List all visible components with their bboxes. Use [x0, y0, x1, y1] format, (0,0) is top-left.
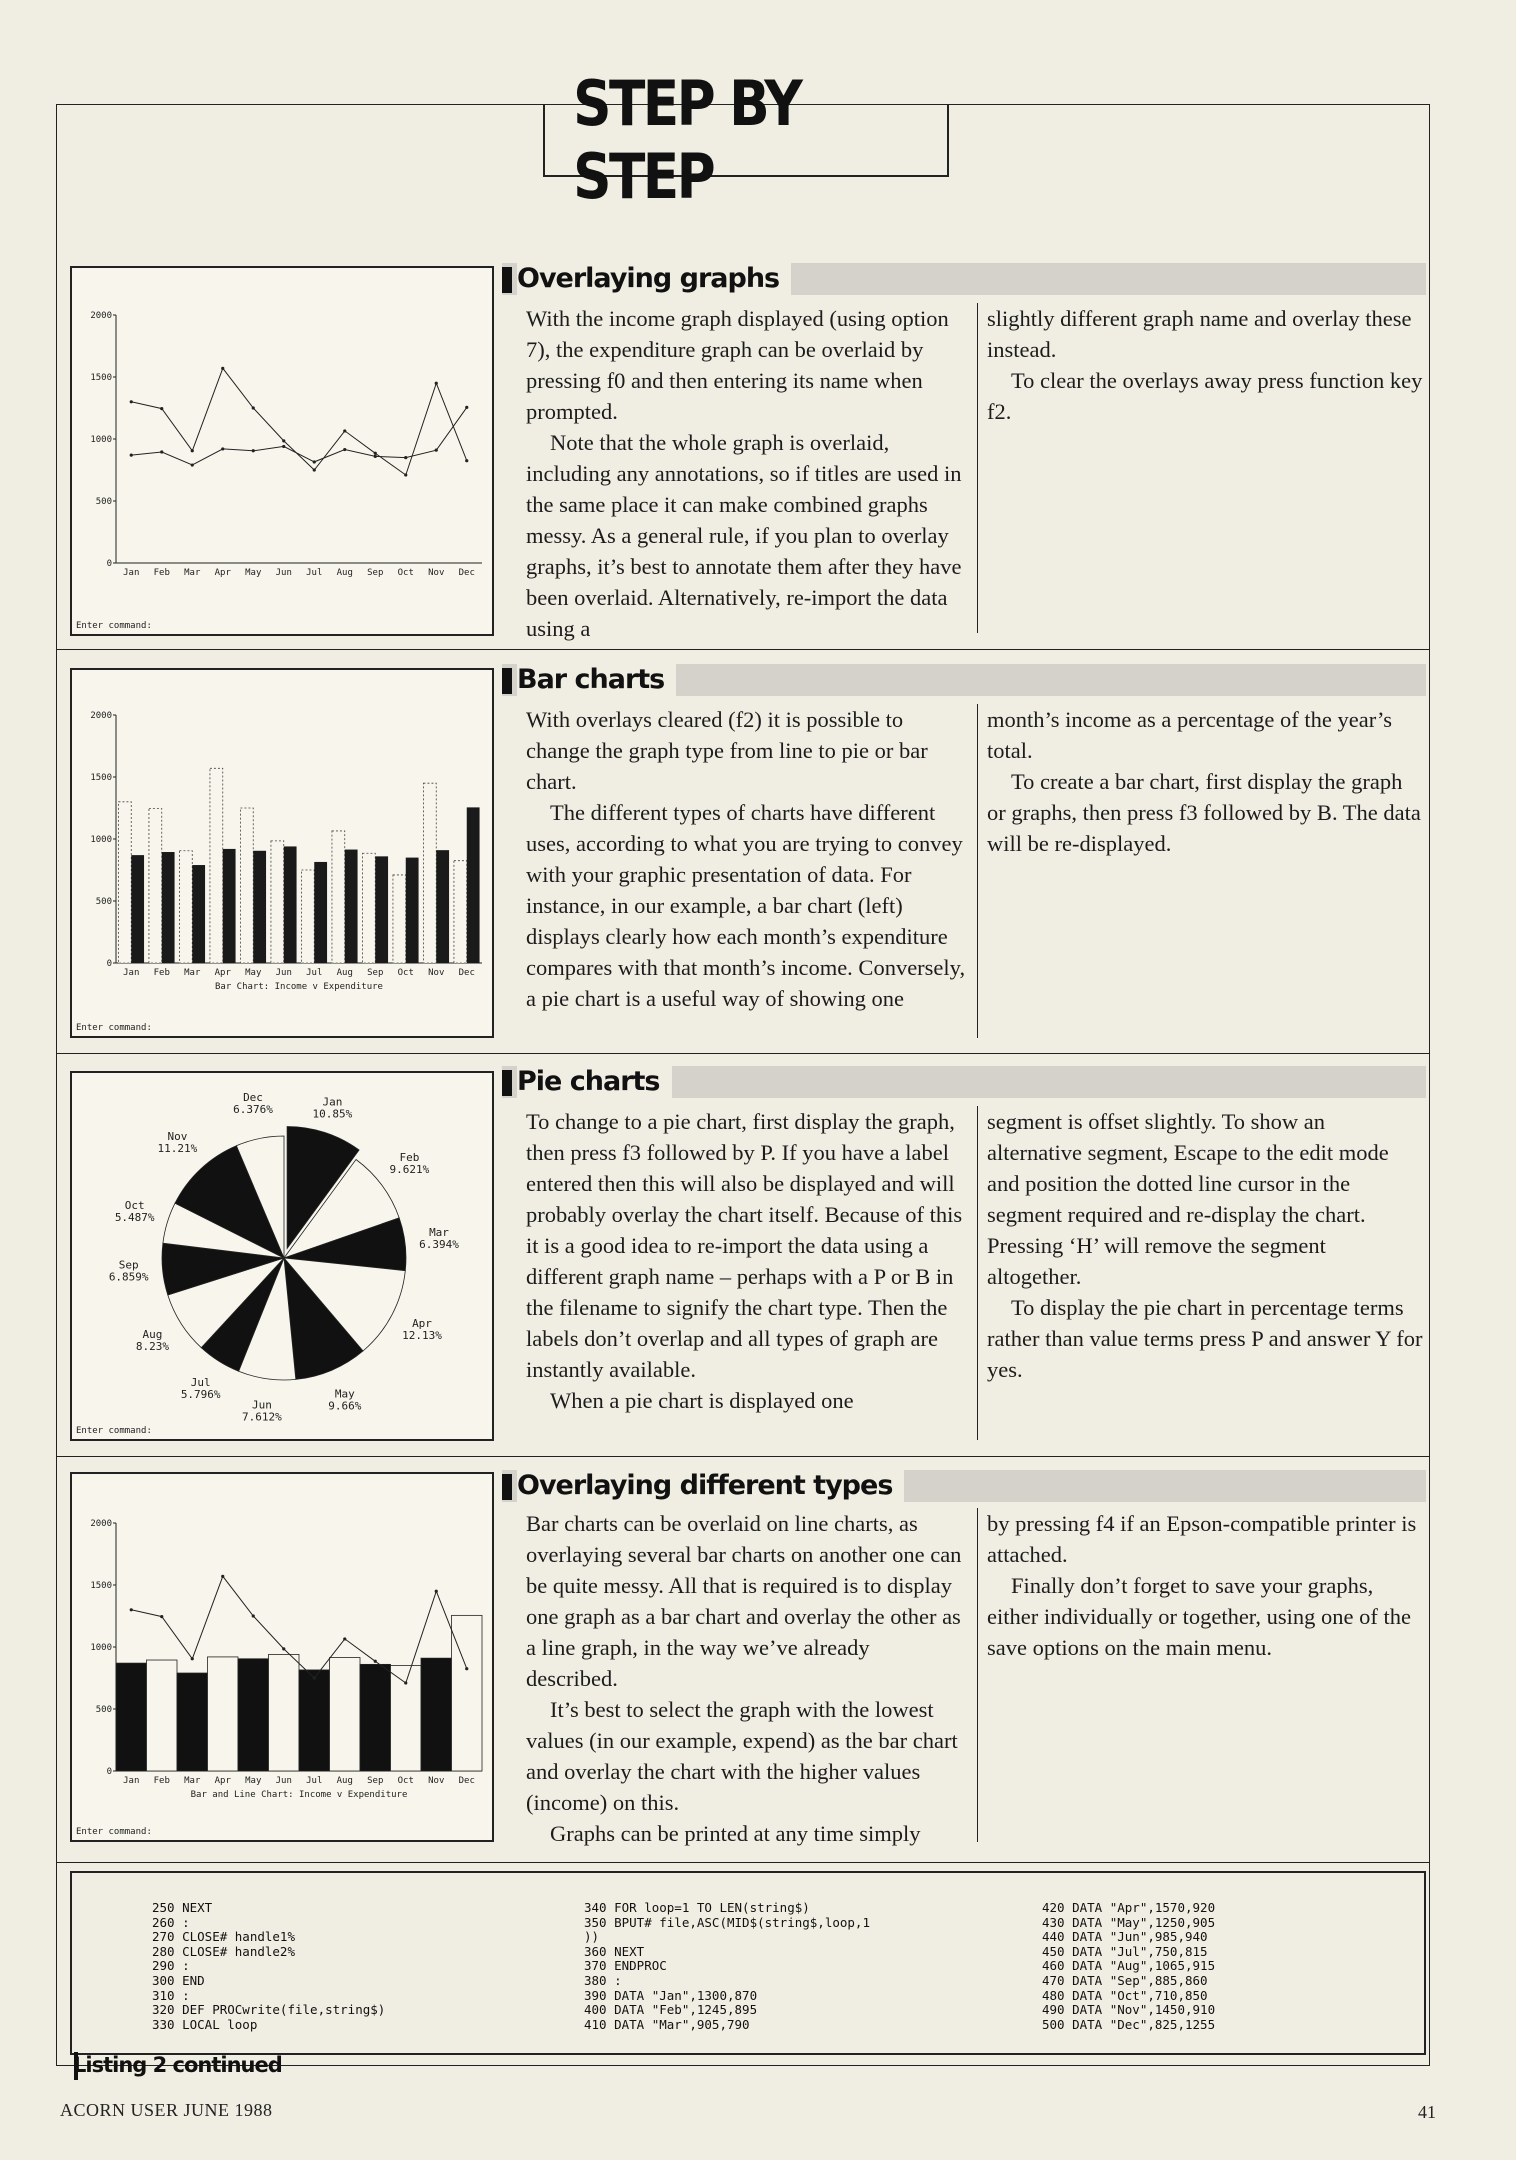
- pie-label-month: Jan: [322, 1095, 343, 1109]
- x-tick-label: Jan: [123, 968, 140, 978]
- y-tick-label: 0: [106, 959, 112, 969]
- y-tick-label: 0: [106, 1767, 112, 1777]
- x-tick-label: Feb: [153, 568, 170, 578]
- listing-line: 390 DATA "Jan",1300,870: [584, 1987, 758, 2003]
- command-prompt: Enter command:: [76, 621, 152, 631]
- x-tick-label: Jul: [306, 1776, 323, 1786]
- pie-label-percent: 12.13%: [402, 1328, 442, 1342]
- expenditure-bar: [299, 1670, 330, 1771]
- paragraph: by pressing f4 if an Epson-compatible printer is attached.: [987, 1511, 1417, 1567]
- program-listing: [70, 1871, 1426, 2055]
- screen-bar-chart: [70, 668, 494, 1038]
- x-tick-label: Jul: [306, 968, 323, 978]
- paragraph: It’s best to select the graph with the lowest values (in our example, expend) as the bar chart and overlay the chart with the higher values (income) on this.: [526, 1697, 958, 1815]
- listing-line: 440 DATA "Jun",985,940: [1042, 1929, 1208, 1945]
- x-tick-label: Oct: [397, 568, 414, 578]
- section-header-overlaying-graphs: [502, 263, 1426, 295]
- pie-label-percent: 6.859%: [108, 1270, 149, 1284]
- pie-label-month: Dec: [243, 1091, 263, 1105]
- income-bar: [454, 861, 467, 963]
- pie-label-month: Feb: [399, 1151, 420, 1165]
- income-bar: [179, 851, 192, 963]
- pie-label-month: May: [334, 1387, 355, 1401]
- step-by-step-banner: [543, 67, 949, 213]
- x-tick-label: Jan: [123, 1776, 140, 1786]
- listing-line: 290 :: [152, 1958, 190, 1974]
- y-tick-label: 0: [106, 559, 112, 569]
- command-prompt: Enter command:: [76, 1827, 152, 1837]
- paragraph: To change to a pie chart, first display the graph, then press f3 followed by P. If you have a label entered then this will also be displayed and will probably overlay the chart itself. Because of this it is a good idea to re-import the data using a different graph name – perhaps with a P or B in the filename to signify the chart type. Then the labels don’t overlap and all types of graph are instantly available.: [526, 1109, 963, 1382]
- pie-label-percent: 9.66%: [328, 1399, 362, 1413]
- paragraph: With the income graph displayed (using option 7), the expenditure graph can be overlaid by pressing f0 and then entering its name when prompted.: [526, 306, 949, 424]
- paragraph: When a pie chart is displayed one: [550, 1388, 854, 1413]
- listing-line: 430 DATA "May",1250,905: [1042, 1914, 1216, 1930]
- paragraph: slightly different graph name and overlay these instead.: [987, 306, 1412, 362]
- listing-line: 340 FOR loop=1 TO LEN(string$): [584, 1900, 810, 1915]
- x-tick-label: Jun: [275, 568, 292, 578]
- expenditure-bar: [345, 850, 358, 963]
- expenditure-bar: [162, 852, 175, 963]
- expenditure-bar: [360, 1664, 391, 1771]
- x-tick-label: May: [245, 1776, 262, 1786]
- section-text-col2: [987, 303, 1425, 503]
- listing-line: 280 CLOSE# handle2%: [152, 1943, 295, 1959]
- screen-combo-chart: [70, 1472, 494, 1842]
- listing-line: 300 END: [152, 1972, 205, 1988]
- x-tick-label: Sep: [367, 1776, 384, 1786]
- pie-label-percent: 6.376%: [233, 1103, 273, 1117]
- income-series-line: [131, 368, 467, 475]
- x-tick-label: Jan: [123, 568, 140, 578]
- listing-line: 330 LOCAL loop: [152, 2016, 258, 2032]
- section-text-col1: [526, 1106, 966, 1452]
- section-title: Overlaying graphs: [517, 263, 791, 295]
- x-tick-label: Aug: [336, 968, 353, 978]
- expenditure-bar: [223, 849, 236, 963]
- pie-label-percent: 11.21%: [157, 1142, 198, 1156]
- x-tick-label: Mar: [184, 1776, 201, 1786]
- x-tick-label: Jun: [275, 968, 292, 978]
- expenditure-bar: [192, 865, 205, 963]
- section-text-col1: [526, 1508, 966, 1854]
- paragraph: To display the pie chart in percentage terms rather than value terms press P and answer Y for yes.: [987, 1295, 1423, 1382]
- pie-label-month: Oct: [124, 1198, 145, 1212]
- listing-line: 370 ENDPROC: [584, 1958, 667, 1974]
- section-divider: [56, 1862, 1430, 1863]
- section-text-col2: [987, 1106, 1425, 1406]
- listing-column: [1042, 1901, 1215, 2032]
- pie-label-percent: 8.23%: [135, 1339, 169, 1353]
- listing-line: 480 DATA "Oct",710,850: [1042, 1987, 1208, 2003]
- pie-label-month: Jul: [190, 1375, 211, 1389]
- screen-line-chart: [70, 266, 494, 636]
- x-tick-label: Nov: [428, 568, 445, 578]
- page-title: STEP BY STEP: [573, 67, 801, 213]
- x-tick-label: Aug: [336, 1776, 353, 1786]
- expenditure-bar: [375, 856, 388, 963]
- section-title: Pie charts: [517, 1066, 672, 1098]
- y-tick-label: 1500: [90, 1581, 112, 1591]
- income-bar: [423, 783, 436, 963]
- paragraph: segment is offset slightly. To show an alternative segment, Escape to the edit mode and position the dotted line cursor in the segment required and re-display the chart. Pressing ‘H’ will remove the segment altogether.: [987, 1109, 1389, 1289]
- x-tick-label: May: [245, 568, 262, 578]
- listing-line: 320 DEF PROCwrite(file,string$): [152, 2002, 386, 2018]
- command-prompt: Enter command:: [76, 1023, 152, 1033]
- footer-magazine: ACORN USER JUNE 1988: [60, 2100, 273, 2120]
- listing-line: 460 DATA "Aug",1065,915: [1042, 1958, 1216, 1974]
- command-prompt: Enter command:: [76, 1426, 152, 1436]
- expenditure-bar: [421, 1658, 452, 1771]
- x-tick-label: Oct: [397, 1776, 414, 1786]
- y-tick-label: 2000: [90, 311, 112, 321]
- pie-label-percent: 5.796%: [180, 1387, 221, 1401]
- section-header-bar-charts: [502, 664, 1426, 696]
- y-tick-label: 2000: [90, 1519, 112, 1529]
- section-divider: [56, 1053, 1430, 1054]
- expenditure-bar: [238, 1659, 269, 1771]
- pie-label-month: Mar: [429, 1226, 449, 1239]
- expenditure-bar: [406, 858, 419, 963]
- paragraph: The different types of charts have different uses, according to what you are trying to convey with your graphic presentation of data. For instance, in our example, a bar chart (left) displays clearly how each month’s expenditure compares with that month’s income. Conversely, a pie chart is a useful way of showing one: [526, 800, 966, 1011]
- chart-caption: Bar Chart: Income v Expenditure: [215, 982, 383, 992]
- listing-line: 380 :: [584, 1972, 622, 1988]
- expenditure-bar: [269, 1654, 300, 1771]
- paragraph: To create a bar chart, first display the graph or graphs, then press f3 followed by B. The data will be re-displayed.: [987, 769, 1421, 856]
- x-tick-label: Aug: [336, 568, 353, 578]
- listing-line: 260 :: [152, 1914, 190, 1930]
- paragraph: Graphs can be printed at any time simply: [550, 1821, 921, 1846]
- section-divider: [56, 1456, 1430, 1457]
- x-tick-label: Sep: [367, 968, 384, 978]
- expenditure-bar: [147, 1660, 178, 1771]
- listing-column: [152, 1901, 385, 2032]
- income-bar: [149, 809, 162, 963]
- paragraph: Note that the whole graph is overlaid, including any annotations, so if titles are used in the same place it can make combined graphs messy. As a general rule, if you plan to overlay graphs, it’s best to annotate them after they have been overlaid. Alternatively, re-import the data using a: [526, 430, 962, 641]
- section-header-overlaying-different-types: [502, 1470, 1426, 1502]
- listing-line: 420 DATA "Apr",1570,920: [1042, 1900, 1216, 1915]
- listing-column: [584, 1901, 870, 2032]
- listing-line: 250 NEXT: [152, 1900, 213, 1915]
- y-tick-label: 500: [95, 897, 112, 907]
- pie-label-month: Aug: [142, 1327, 163, 1341]
- section-text-col1: [526, 704, 966, 1050]
- y-tick-label: 500: [95, 1705, 112, 1715]
- income-bar: [118, 802, 131, 963]
- x-tick-label: Mar: [184, 968, 201, 978]
- income-bar: [393, 875, 406, 963]
- x-tick-label: Oct: [397, 968, 414, 978]
- y-tick-label: 1500: [90, 773, 112, 783]
- paragraph: To clear the overlays away press function key f2.: [987, 368, 1423, 424]
- x-tick-label: Feb: [153, 1776, 170, 1786]
- y-tick-label: 1000: [90, 1643, 112, 1653]
- income-bar: [301, 870, 314, 963]
- pie-label-month: Nov: [167, 1130, 188, 1144]
- y-tick-label: 1000: [90, 835, 112, 845]
- x-tick-label: Apr: [214, 568, 231, 578]
- listing-line: 450 DATA "Jul",750,815: [1042, 1943, 1208, 1959]
- chart-caption: Bar and Line Chart: Income v Expenditure: [190, 1790, 408, 1800]
- expenditure-bar: [314, 862, 327, 963]
- listing-caption: Listing 2 continued: [73, 2053, 282, 2077]
- expenditure-bar: [131, 855, 144, 963]
- income-bar: [332, 831, 345, 963]
- paragraph: With overlays cleared (f2) it is possible to change the graph type from line to pie or bar chart.: [526, 707, 928, 794]
- pie-label-percent: 9.621%: [389, 1163, 430, 1177]
- listing-line: 470 DATA "Sep",885,860: [1042, 1972, 1208, 1988]
- listing-line: 400 DATA "Feb",1245,895: [584, 2002, 758, 2018]
- x-tick-label: Mar: [184, 568, 201, 578]
- expenditure-bar: [436, 850, 449, 963]
- section-divider: [56, 649, 1430, 650]
- y-tick-label: 2000: [90, 711, 112, 721]
- y-tick-label: 500: [95, 497, 112, 507]
- expenditure-bar: [330, 1658, 361, 1771]
- paragraph: Bar charts can be overlaid on line charts, as overlaying several bar charts on another one can be quite messy. All that is required is to display one graph as a bar chart and overlay the other as a line graph, in the way we’ve already described.: [526, 1511, 962, 1691]
- section-text-col1: [526, 303, 966, 645]
- x-tick-label: Jul: [306, 568, 323, 578]
- expenditure-bar: [253, 851, 266, 963]
- x-tick-label: Dec: [458, 1776, 475, 1786]
- expenditure-bar: [177, 1673, 208, 1771]
- section-header-pie-charts: [502, 1066, 1426, 1098]
- listing-line: 410 DATA "Mar",905,790: [584, 2016, 750, 2032]
- x-tick-label: Dec: [458, 568, 475, 578]
- expenditure-bar: [208, 1657, 239, 1771]
- paragraph: month’s income as a percentage of the year’s total.: [987, 707, 1393, 763]
- x-tick-label: Feb: [153, 968, 170, 978]
- expenditure-bar: [452, 1615, 483, 1771]
- pie-label-month: Jun: [251, 1398, 272, 1412]
- paragraph: Finally don’t forget to save your graphs, either individually or together, using one of the save options on the main menu.: [987, 1573, 1411, 1660]
- pie-label-month: Apr: [412, 1316, 432, 1330]
- y-tick-label: 1500: [90, 373, 112, 383]
- y-tick-label: 1000: [90, 435, 112, 445]
- screen-pie-chart: [70, 1071, 494, 1441]
- listing-line: 490 DATA "Nov",1450,910: [1042, 2002, 1216, 2018]
- x-tick-label: Jun: [275, 1776, 292, 1786]
- income-bar: [271, 841, 284, 963]
- x-tick-label: Sep: [367, 568, 384, 578]
- pie-label-percent: 10.85%: [312, 1107, 353, 1121]
- section-text-col2: [987, 704, 1425, 904]
- pie-label-month: Sep: [118, 1258, 139, 1272]
- listing-line: 360 NEXT: [584, 1943, 645, 1959]
- x-tick-label: Apr: [214, 968, 231, 978]
- x-tick-label: Apr: [214, 1776, 231, 1786]
- section-title: Overlaying different types: [517, 1470, 904, 1502]
- expenditure-bar: [116, 1663, 147, 1771]
- x-tick-label: Dec: [458, 968, 475, 978]
- pie-label-percent: 6.394%: [419, 1238, 459, 1251]
- income-bar: [240, 808, 253, 963]
- section-title: Bar charts: [517, 664, 676, 696]
- x-tick-label: May: [245, 968, 262, 978]
- listing-line: 350 BPUT# file,ASC(MID$(string$,loop,1: [584, 1914, 870, 1930]
- section-text-col2: [987, 1508, 1425, 1708]
- listing-line: )): [584, 1929, 600, 1945]
- pie-label-percent: 7.612%: [242, 1410, 282, 1424]
- income-bar: [210, 768, 223, 963]
- listing-line: 270 CLOSE# handle1%: [152, 1929, 295, 1945]
- x-tick-label: Nov: [428, 968, 445, 978]
- x-tick-label: Nov: [428, 1776, 445, 1786]
- listing-line: 500 DATA "Dec",825,1255: [1042, 2016, 1216, 2032]
- page-number: 41: [1418, 2102, 1436, 2122]
- pie-label-percent: 5.487%: [114, 1210, 155, 1224]
- expenditure-bar: [284, 846, 297, 963]
- income-bar: [362, 853, 375, 963]
- expenditure-bar: [467, 807, 480, 963]
- listing-line: 310 :: [152, 1987, 190, 2003]
